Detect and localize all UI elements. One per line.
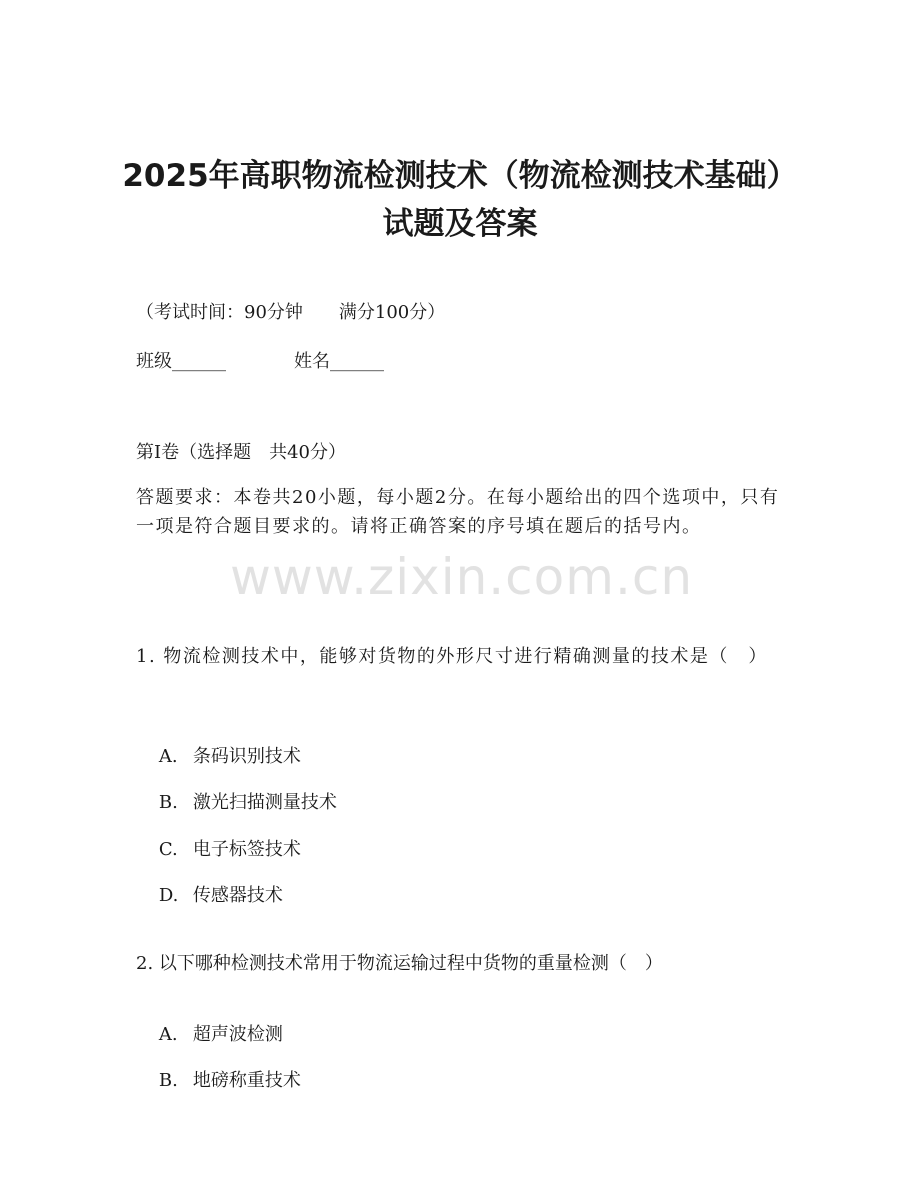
option-text: 地磅称重技术 <box>192 1070 301 1091</box>
option-text: 超声波检测 <box>192 1024 283 1045</box>
class-field-label: 班级______ <box>136 351 226 372</box>
option-label: D. <box>158 885 179 906</box>
option-label: A. <box>158 1024 178 1045</box>
document-title: 2025年高职物流检测技术（物流检测技术基础）试题及答案 <box>122 158 798 242</box>
option-label: C. <box>158 839 178 860</box>
option-label: A. <box>158 746 178 767</box>
question-2-stem: 2. 以下哪种检测技术常用于物流运输过程中货物的重量检测（ ） <box>136 953 663 974</box>
option-text: 传感器技术 <box>192 885 283 906</box>
option-text: 激光扫描测量技术 <box>192 792 337 813</box>
question-1-option-d[interactable] <box>136 860 283 932</box>
section-title: 第Ⅰ卷（选择题 共40分） <box>136 442 347 463</box>
question-2-option-b[interactable] <box>136 1045 301 1117</box>
name-field-label: 姓名______ <box>294 351 384 372</box>
option-text: 电子标签技术 <box>192 839 301 860</box>
option-label: B. <box>158 792 178 813</box>
watermark-text: www.zixin.com.cn <box>230 548 694 606</box>
exam-info: （考试时间：90分钟 满分100分） <box>136 302 446 323</box>
option-text: 条码识别技术 <box>192 746 301 767</box>
instructions: 答题要求：本卷共20小题，每小题2分。在每小题给出的四个选项中，只有一项是符合题目要求的。请将正确答案的序号填在题后的括号内。 <box>136 487 780 537</box>
question-1-stem: 1. 物流检测技术中，能够对货物的外形尺寸进行精确测量的技术是（ ） <box>136 646 768 667</box>
option-label: B. <box>158 1070 178 1091</box>
